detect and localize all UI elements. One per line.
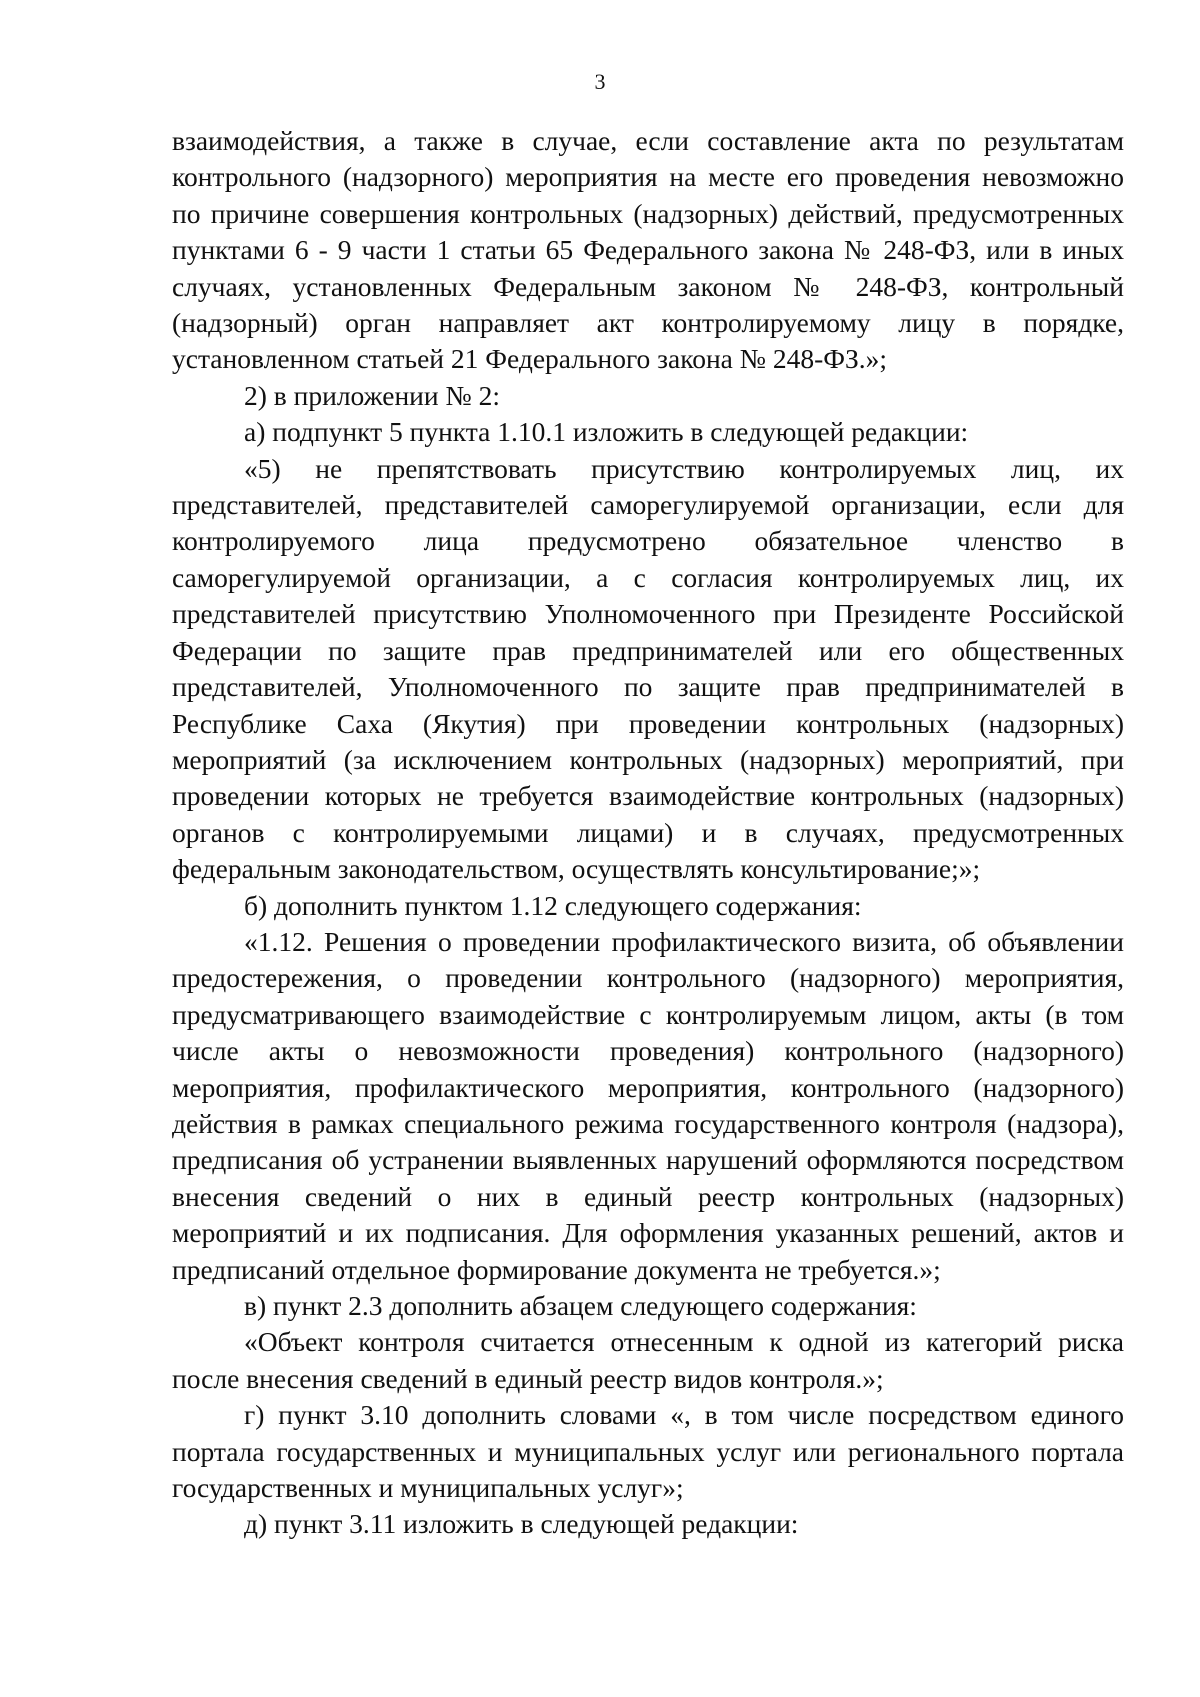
paragraph: 2) в приложении № 2:	[244, 379, 500, 411]
paragraph: г) пункт 3.10 дополнить словами «, в том числе посредством единого портала государственных и муниципальных услуг или регионального портала государственных и муниципальных услуг»;	[172, 1399, 1124, 1504]
paragraph: а) подпункт 5 пункта 1.10.1 изложить в следующей редакции:	[244, 416, 969, 448]
paragraph: взаимодействия, а также в случае, если составление акта по результатам контрольного (надзорного) мероприятия на месте его проведения невозможно по причине совершения контрольных (надзорных) действий, предусмотренных пунктами 6 - 9 части 1 статьи 65 Федерального закона № 248-ФЗ, или в иных случаях, установленных Федеральным законом № 248-ФЗ, контрольный (надзорный) орган направляет акт контролируемому лицу в порядке, установленном статьей 21 Федерального закона № 248-ФЗ.»;	[172, 125, 1124, 375]
paragraph: в) пункт 2.3 дополнить абзацем следующего содержания:	[244, 1290, 917, 1321]
paragraph: д) пункт 3.11 изложить в следующей редакции:	[244, 1508, 799, 1540]
document-body	[172, 123, 1124, 1543]
page-number: 3	[594, 69, 606, 94]
paragraph: «5) не препятствовать присутствию контролируемых лиц, их представителей, представителей саморегулируемой организации, если для контролируемого лица предусмотрено обязательное членство в саморегулируемой организации, а с согласия контролируемых лиц, их представителей присутствию Уполномоченного при Президенте Российской Федерации по защите прав предпринимателей или его общественных представителей, Уполномоченного по защите прав предпринимателей в Республике Саха (Якутия) при проведении контрольных (надзорных) мероприятий (за исключением контрольных (надзорных) мероприятий, при проведении которых не требуется взаимодействие контрольных (надзорных) органов с контролируемыми лицами) и в случаях, предусмотренных федеральным законодательством, осуществлять консультирование;»;	[172, 452, 1124, 885]
paragraph: «Объект контроля считается отнесенным к одной из категорий риска после внесения сведений в единый реестр видов контроля.»;	[172, 1326, 1124, 1394]
paragraph: «1.12. Решения о проведении профилактического визита, об объявлении предостережения, о проведении контрольного (надзорного) мероприятия, предусматривающего взаимодействие с контролируемым лицом, акты (в том числе акты о невозможности проведения) контрольного (надзорного) мероприятия, профилактического мероприятия, контрольного (надзорного) действия в рамках специального режима государственного контроля (надзора), предписания об устранении выявленных нарушений оформляются посредством внесения сведений о них в единый реестр контрольных (надзорных) мероприятий и их подписания. Для оформления указанных решений, актов и предписаний отдельное формирование документа не требуется.»;	[172, 925, 1124, 1285]
paragraph: б) дополнить пунктом 1.12 следующего содержания:	[244, 889, 862, 921]
